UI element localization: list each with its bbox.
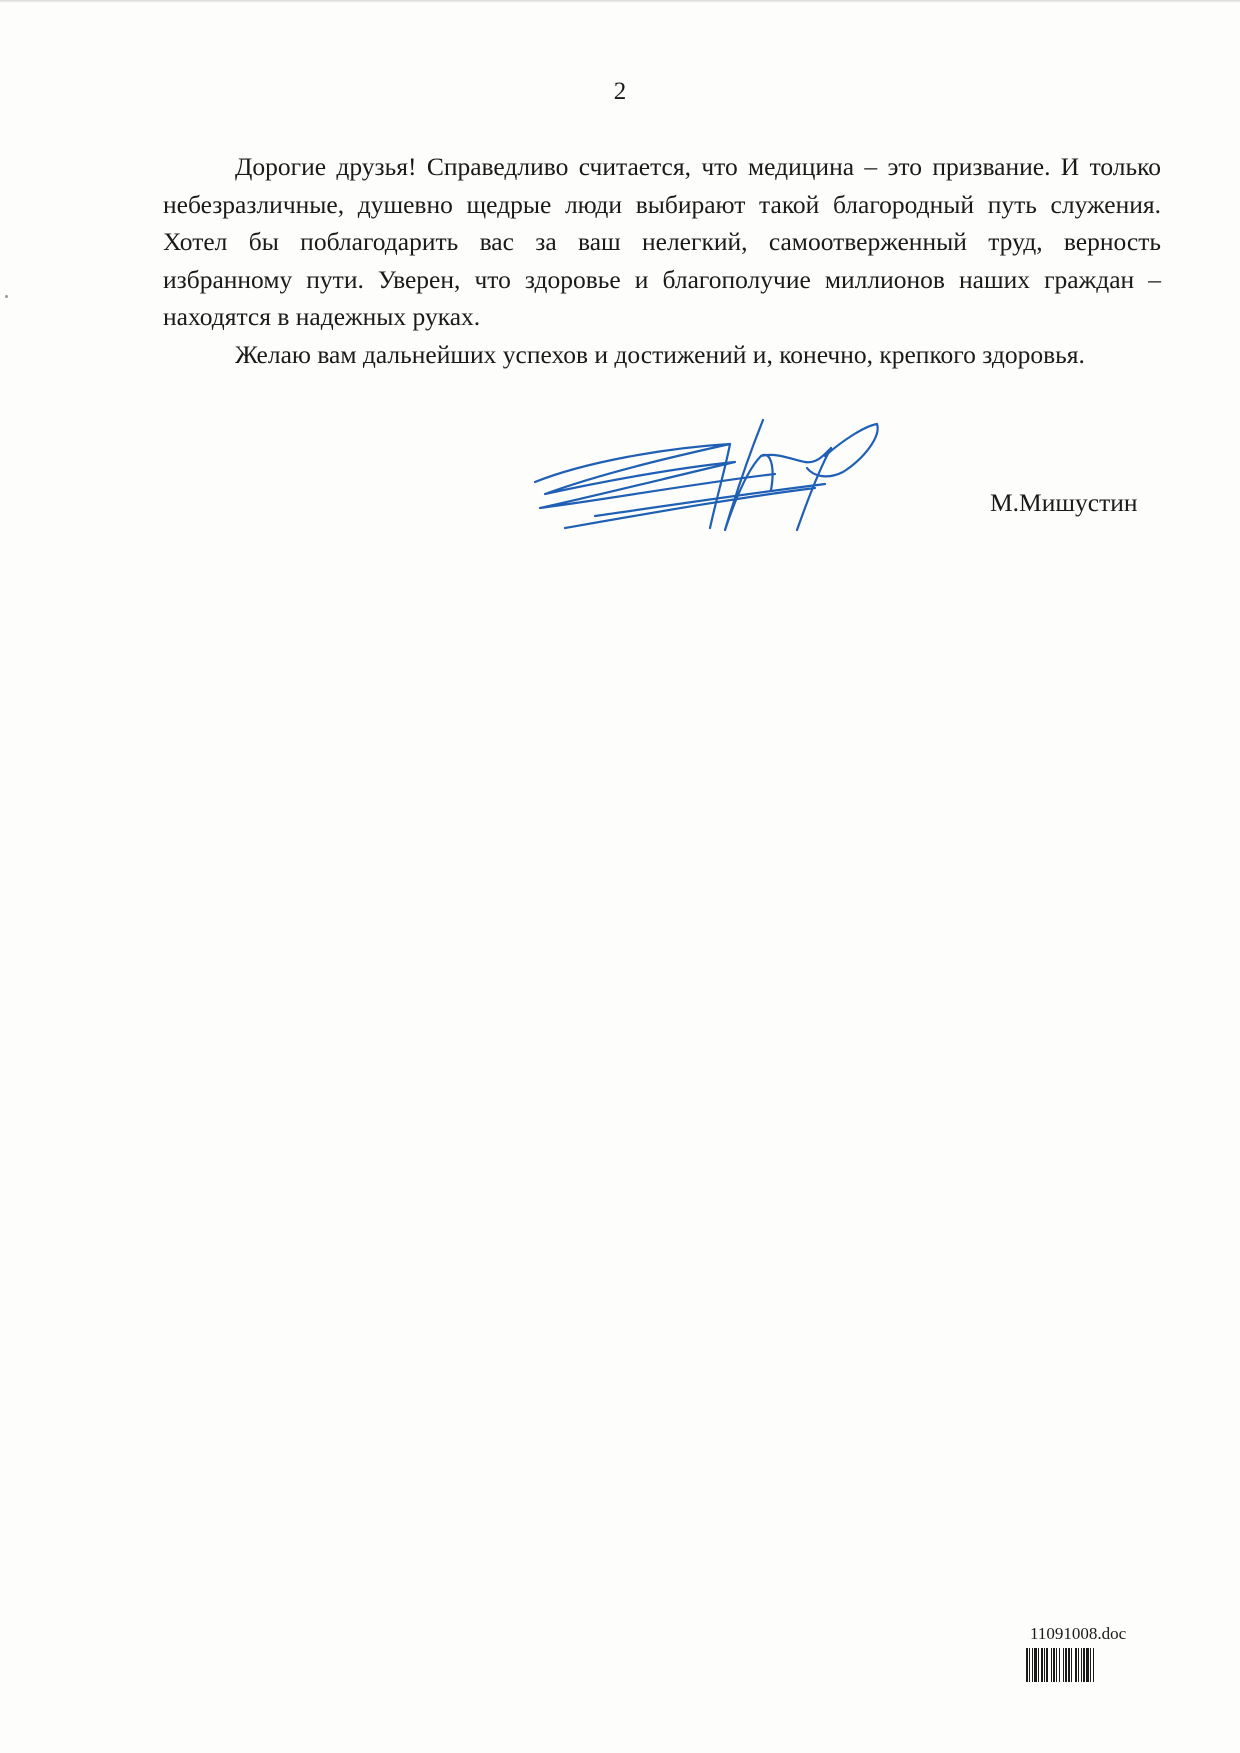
- barcode-bar: [1063, 1648, 1064, 1682]
- barcode-bar: [1056, 1648, 1057, 1682]
- page-number: 2: [613, 78, 627, 105]
- scan-mark: [5, 295, 8, 298]
- barcode-bar: [1041, 1648, 1043, 1682]
- barcode-bar: [1078, 1648, 1079, 1682]
- barcode-bar: [1059, 1648, 1060, 1682]
- barcode-bar: [1051, 1648, 1052, 1682]
- barcode-bar: [1083, 1648, 1085, 1682]
- barcode-bar: [1044, 1648, 1045, 1682]
- barcode-bar: [1034, 1648, 1037, 1682]
- letter-body: [163, 148, 1161, 373]
- barcode-bar: [1026, 1648, 1028, 1682]
- barcode-bar: [1065, 1648, 1067, 1682]
- barcode-bar: [1029, 1648, 1030, 1682]
- barcode-bar: [1046, 1648, 1048, 1682]
- barcode-bar: [1032, 1648, 1033, 1682]
- barcode-bar: [1071, 1648, 1072, 1682]
- barcode-bar: [1086, 1648, 1089, 1682]
- barcode-bar: [1075, 1648, 1077, 1682]
- paragraph-gratitude: Дорогие друзья! Справедливо считается, что медицина – это призвание. И только небезразличные, душевно щедрые люди выбирают такой благородный путь служения. Хотел бы поблагодарить вас за ваш нелегкий, самоотверженный труд, верность избранному пути. Уверен, что здоровье и благополучие миллионов наших граждан – находятся в надежных руках.: [163, 152, 1161, 331]
- document-id: 11091008.doc: [1030, 1624, 1127, 1643]
- barcode-bar: [1081, 1648, 1082, 1682]
- barcode-bar: [1038, 1648, 1039, 1682]
- signer-name: М.Мишустин: [990, 488, 1138, 517]
- barcode-bar: [1068, 1648, 1070, 1682]
- barcode-icon: [1026, 1648, 1140, 1682]
- signature-icon: [525, 410, 895, 550]
- barcode-bar: [1090, 1648, 1091, 1682]
- barcode-bar: [1093, 1648, 1094, 1682]
- barcode-bar: [1053, 1648, 1055, 1682]
- page-top-edge: [0, 0, 1240, 3]
- paragraph-wishes: Желаю вам дальнейших успехов и достижений и, конечно, крепкого здоровья.: [235, 339, 1085, 369]
